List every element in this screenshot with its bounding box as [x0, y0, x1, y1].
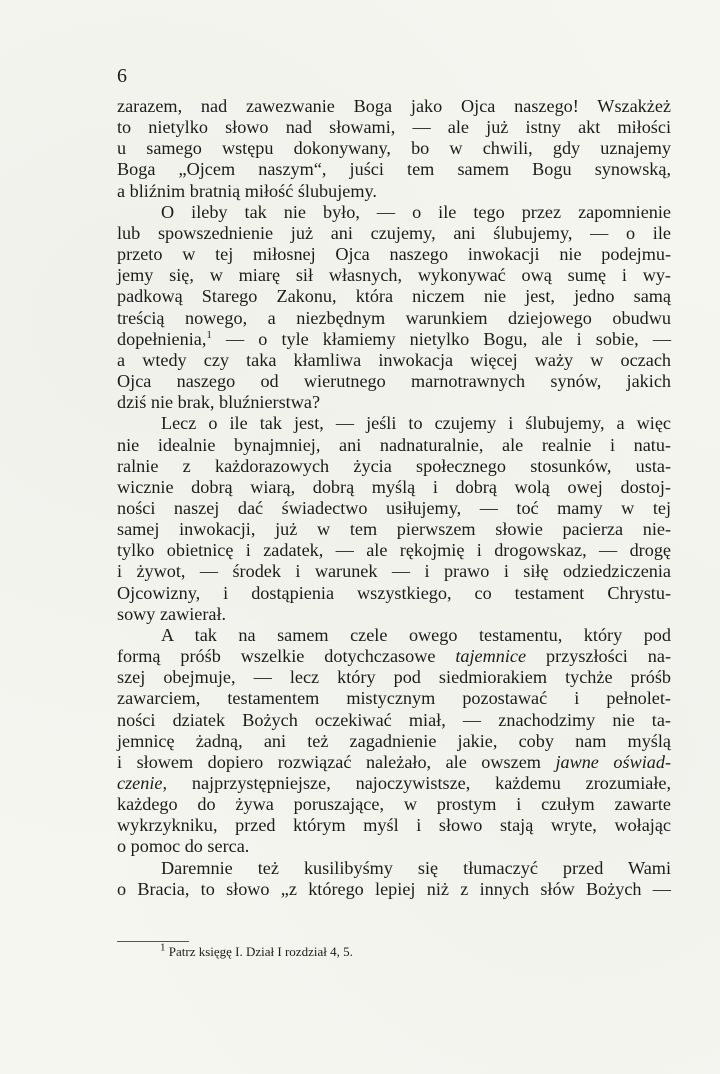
text-line: jemnicę żadną, ani też zagadnienie jakie, coby nam myślą — [117, 730, 671, 751]
text-line — [117, 752, 671, 773]
text-line: szej obejmuje, — lecz który pod siedmiorakiem tychże próśb — [117, 667, 671, 688]
text-line: o pomoc do serca. — [117, 836, 250, 857]
footnote-text: Patrz księgę I. Dział I rozdział 4, 5. — [168, 944, 353, 959]
text-line: jemy się, w miarę sił własnych, wykonywać ową sumę i wy- — [117, 265, 671, 286]
body-text — [117, 96, 671, 900]
text-fragment: dopełnienia, — [117, 328, 207, 349]
text-line: u samego wstępu dokonywany, bo w chwili, gdy uznajemy — [117, 138, 671, 159]
text-line: to nietylko słowo nad słowami, — ale już istny akt miłości — [117, 117, 671, 138]
footnote — [160, 941, 660, 960]
text-line: Boga „Ojcem naszym“, juści tem samem Bogu synowską, — [117, 159, 671, 180]
page-number: 6 — [117, 65, 127, 87]
text-line: Daremnie też kusilibyśmy się tłumaczyć przed Wami — [161, 857, 671, 878]
text-fragment: i słowem dopiero rozwiązać należało, ale owszem — [117, 751, 541, 772]
text-line: padkową Starego Zakonu, która niczem nie jest, jedno samą — [117, 286, 671, 307]
text-line — [117, 773, 671, 794]
italic-phrase: jawne oświad- — [555, 751, 671, 772]
text-line — [117, 646, 671, 667]
text-line: Lecz o ile tak jest, — jeśli to czujemy i ślubujemy, a więc — [161, 413, 671, 434]
text-line: o Bracia, to słowo „z którego lepiej niż z innych słów Bożych — — [117, 878, 671, 899]
text-line: Ojca naszego od wierutnego marnotrawnych synów, jakich — [117, 371, 671, 392]
text-line: a wtedy czy taka kłamliwa inwokacja więcej waży w oczach — [117, 349, 671, 370]
text-fragment: — o tyle kłamiemy nietylko Bogu, ale i sobie, — — [226, 328, 672, 349]
text-line: przeto w tej miłosnej Ojca naszego inwokacji nie podejmu- — [117, 244, 671, 265]
text-line: wykrzykniku, przed którym myśl i słowo stają wryte, wołając — [117, 815, 671, 836]
text-line: nie idealnie bynajmniej, ani nadnaturalnie, ale realnie i natu- — [117, 434, 671, 455]
text-line: i żywot, — środek i warunek — i prawo i siłę odziedziczenia — [117, 561, 671, 582]
text-line: A tak na samem czele owego testamentu, który pod — [161, 624, 671, 645]
text-line: sowy zawierał. — [117, 603, 227, 624]
footnote-number: 1 — [160, 941, 166, 954]
text-line: tylko obietnicę i zadatek, — ale rękojmię i drogowskaz, — drogę — [117, 540, 671, 561]
text-line: zawarciem, testamentem mistycznym pozostawać i pełnolet- — [117, 688, 671, 709]
italic-word: tajemnice — [455, 646, 527, 667]
text-line: dziś nie brak, bluźnierstwa? — [117, 392, 321, 413]
text-line: każdego do żywa poruszające, w prostym i czułym zawarte — [117, 794, 671, 815]
text-line: treścią nowego, a niezbędnym warunkiem dziejowego obudwu — [117, 307, 671, 328]
text-line: ralnie z każdorazowych życia społecznego stosunków, usta- — [117, 455, 671, 476]
italic-phrase: czenie, — [117, 773, 167, 793]
text-line: Ojcowizny, i dostąpienia wszystkiego, co testament Chrystu- — [117, 582, 671, 603]
text-line: zarazem, nad zawezwanie Boga jako Ojca naszego! Wszakżeż — [117, 96, 671, 116]
text-line: a bliźnim bratnią miłość ślubujemy. — [117, 180, 377, 201]
text-line: lub spowszednienie już ani czujemy, ani ślubujemy, — o ile — [117, 222, 671, 243]
text-fragment: najprzystępniejsze, najoczywistsze, każdemu zrozumiałe, — [191, 773, 671, 793]
footnote-divider — [117, 941, 189, 942]
text-line: ności naszej dać świadectwo usiłujemy, — toć mamy w tej — [117, 497, 671, 518]
text-line: samej inwokacji, już w tem pierwszem słowie pacierza nie- — [117, 519, 671, 540]
text-line — [117, 329, 671, 350]
text-fragment: przyszłości na- — [546, 646, 672, 667]
footnote-marker: 1 — [206, 328, 212, 341]
text-line: ności dziatek Bożych oczekiwać miał, — znachodzimy nie ta- — [117, 709, 671, 730]
text-line: O ileby tak nie było, — o ile tego przez zapomnienie — [161, 201, 671, 222]
text-fragment: formą próśb wszelkie dotychczasowe — [117, 646, 436, 667]
text-line: wicznie dobrą wiarą, dobrą myślą i dobrą wolą owej dostoj- — [117, 476, 671, 497]
